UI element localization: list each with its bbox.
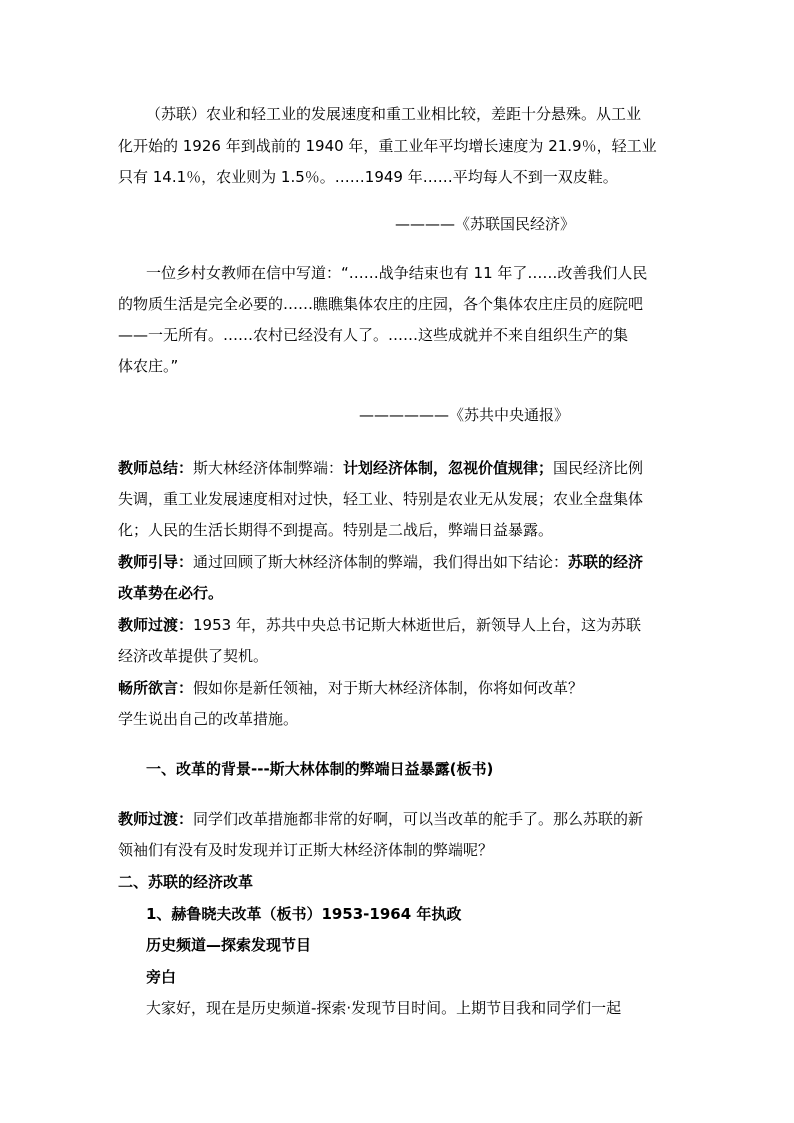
transition2-line2: 领袖们有没有及时发现并订正斯大林经济体制的弊端呢？ — [118, 841, 494, 859]
quote2-source: ——————《苏共中央通报》 — [359, 406, 570, 424]
summary-tail: 国民经济比例 — [553, 459, 644, 477]
quote1-line1: （苏联）农业和轻工业的发展速度和重工业相比较，差距十分悬殊。从工业 — [146, 105, 642, 123]
speak-label: 畅所欲言： — [118, 679, 194, 697]
guide-line1 — [118, 552, 643, 572]
quote2-line1: 一位乡村女教师在信中写道：“……战争结束也有 11 年了……改善我们人民 — [146, 264, 648, 282]
section-heading-background: 一、改革的背景---斯大林体制的弊端日益暴露(板书) — [146, 760, 494, 778]
transition2-line1 — [118, 809, 643, 829]
transition2-text: 同学们改革措施都非常的好啊，可以当改革的舵手了。那么苏联的新 — [193, 810, 644, 828]
guide-line2: 改革势在必行。 — [118, 584, 224, 602]
transition1-line2: 经济改革提供了契机。 — [118, 647, 269, 665]
speak-line1 — [118, 678, 583, 698]
guide-bold: 苏联的经济 — [568, 553, 644, 571]
quote2-line3: ——一无所有。……农村已经没有人了。……这些成就并不来自组织生产的集 — [118, 326, 629, 344]
subsection-khrushchev: 1、赫鲁晓夫改革（板书）1953-1964 年执政 — [146, 905, 462, 923]
transition1-text: 1953 年，苏共中央总书记斯大林逝世后，新领导人上台，这为苏联 — [193, 616, 641, 634]
transition1-label: 教师过渡： — [118, 616, 194, 634]
summary-bold: 计划经济体制，忽视价值规律； — [343, 459, 554, 477]
speak-text: 假如你是新任领袖，对于斯大林经济体制，你将如何改革？ — [193, 679, 584, 697]
subsection-history-channel: 历史频道—探索发现节目 — [146, 936, 312, 954]
speak-line2: 学生说出自己的改革措施。 — [118, 710, 299, 728]
summary-line1 — [118, 458, 643, 478]
quote1-source: ————《苏联国民经济》 — [395, 215, 576, 233]
quote2-line2: 的物质生活是完全必要的……瞧瞧集体农庄的庄园，各个集体农庄庄员的庭院吧 — [118, 295, 644, 313]
transition2-label: 教师过渡： — [118, 810, 194, 828]
summary-line3: 化；人民的生活长期得不到提高。特别是二战后，弊端日益暴露。 — [118, 521, 554, 539]
summary-text: 斯大林经济体制弊端： — [193, 459, 344, 477]
transition1-line1 — [118, 615, 641, 635]
guide-text: 通过回顾了斯大林经济体制的弊端，我们得出如下结论： — [193, 553, 569, 571]
quote2-line4: 体农庄。” — [118, 357, 179, 375]
section-heading-reform: 二、苏联的经济改革 — [118, 873, 254, 891]
summary-label: 教师总结： — [118, 459, 194, 477]
summary-line2: 失调，重工业发展速度相对过快，轻工业、特别是农业无从发展；农业全盘集体 — [118, 490, 644, 508]
narration-line1: 大家好，现在是历史频道-探索·发现节目时间。上期节目我和同学们一起 — [146, 999, 622, 1017]
subsection-narration: 旁白 — [146, 968, 177, 986]
quote1-line3: 只有 14.1％，农业则为 1.5％。……1949 年……平均每人不到一双皮鞋。 — [118, 168, 618, 186]
quote1-line2: 化开始的 1926 年到战前的 1940 年，重工业年平均增长速度为 21.9％，轻工业 — [118, 137, 657, 155]
guide-label: 教师引导： — [118, 553, 194, 571]
